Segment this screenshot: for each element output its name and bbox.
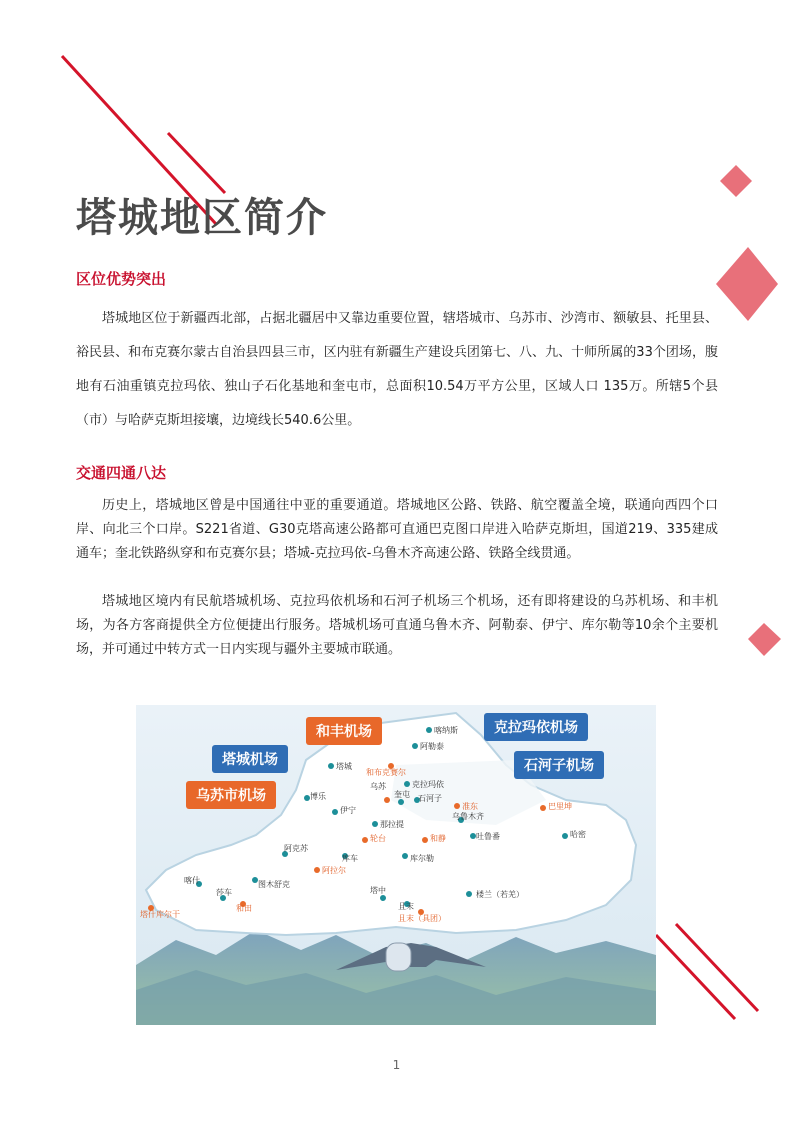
city-dot xyxy=(314,867,320,873)
airport-label-wusu: 乌苏市机场 xyxy=(186,781,276,809)
airport-label-shihezi: 石河子机场 xyxy=(514,751,604,779)
city-dot xyxy=(384,797,390,803)
airport-label-karamay: 克拉玛依机场 xyxy=(484,713,588,741)
city-name: 库车 xyxy=(342,854,358,863)
city-dot xyxy=(540,805,546,811)
city-name: 乌鲁木齐 xyxy=(452,812,484,821)
airport-label-tacheng: 塔城机场 xyxy=(212,745,288,773)
city-name: 准东 xyxy=(462,802,478,811)
decor-diamond-large xyxy=(716,247,778,321)
city-dot xyxy=(404,781,410,787)
city-name: 哈密 xyxy=(570,830,586,839)
city-name: 图木舒克 xyxy=(258,880,290,889)
city-name: 塔什库尔干 xyxy=(140,910,180,919)
decor-line-4 xyxy=(656,935,735,1019)
city-name: 喀纳斯 xyxy=(434,726,458,735)
page-number: 1 xyxy=(392,1058,401,1072)
city-name: 阿勒泰 xyxy=(420,742,444,751)
city-name: 塔城 xyxy=(336,762,352,771)
city-dot xyxy=(362,837,368,843)
city-name: 和田 xyxy=(236,904,252,913)
city-dot xyxy=(412,743,418,749)
city-name: 那拉提 xyxy=(380,820,404,829)
city-name: 且末 xyxy=(398,902,414,911)
city-name: 巴里坤 xyxy=(548,802,572,811)
xinjiang-airport-map xyxy=(136,705,656,1025)
city-name: 塔中 xyxy=(370,886,386,895)
city-name: 喀什 xyxy=(184,876,200,885)
city-name: 乌苏 xyxy=(370,782,386,791)
paragraph-location: 塔城地区位于新疆西北部，占据北疆居中又靠边重要位置，辖塔城市、乌苏市、沙湾市、额敏县、托里县、裕民县、和布克赛尔蒙古自治县四县三市，区内驻有新疆生产建设兵团第七、八、九、十师所属的33个团场，腹地有石油重镇克拉玛依、独山子石化基地和奎屯市，总面积10.54万平方公里，区域人口 135万。所辖5个县（市）与哈萨克斯坦接壤，边境线长540.6公里。 xyxy=(76,311,718,428)
decor-line-2 xyxy=(168,133,225,193)
city-name: 轮台 xyxy=(370,834,386,843)
city-dot xyxy=(562,833,568,839)
paragraph-transport-1: 历史上，塔城地区曾是中国通往中亚的重要通道。塔城地区公路、铁路、航空覆盖全境，联通向西四个口岸、向北三个口岸。S221省道、G30克塔高速公路都可直通巴克图口岸进入哈萨克斯坦，国道219、335建成通车；奎北铁路纵穿和布克赛尔县；塔城-克拉玛依-乌鲁木齐高速公路、铁路全线贯通。 xyxy=(76,498,718,561)
city-name: 库尔勒 xyxy=(410,854,434,863)
paragraph-transport-2: 塔城地区境内有民航塔城机场、克拉玛依机场和石河子机场三个机场，还有即将建设的乌苏机场、和丰机场，为各方客商提供全方位便捷出行服务。塔城机场可直通乌鲁木齐、阿勒泰、伊宁、库尔勒等10余个主要机场，并可通过中转方式一日内实现与疆外主要城市联通。 xyxy=(76,594,718,657)
city-name: 博乐 xyxy=(310,792,326,801)
airport-label-hefeng: 和丰机场 xyxy=(306,717,382,745)
decor-diamond-small xyxy=(720,165,752,197)
section-heading-transport: 交通四通八达 xyxy=(76,464,167,482)
city-dot xyxy=(426,727,432,733)
city-dot xyxy=(328,763,334,769)
city-dot xyxy=(466,891,472,897)
city-name: 阿克苏 xyxy=(284,844,308,853)
section-heading-location: 区位优势突出 xyxy=(76,270,167,288)
city-name: 且末（具团） xyxy=(398,914,446,923)
city-name: 吐鲁番 xyxy=(476,832,500,841)
city-name: 伊宁 xyxy=(340,806,356,815)
city-dot xyxy=(372,821,378,827)
city-dot xyxy=(402,853,408,859)
city-name: 奎屯 xyxy=(394,790,410,799)
city-name: 克拉玛依 xyxy=(412,780,444,789)
city-name: 阿拉尔 xyxy=(322,866,346,875)
city-name: 石河子 xyxy=(418,794,442,803)
city-dot xyxy=(454,803,460,809)
city-name: 和静 xyxy=(430,834,446,843)
city-dot xyxy=(422,837,428,843)
page-title: 塔城地区简介 xyxy=(76,195,328,241)
city-name: 楼兰（若羌） xyxy=(476,890,524,899)
decor-diamond-mid xyxy=(748,623,781,656)
city-name: 和布克赛尔 xyxy=(366,768,406,777)
city-name: 莎车 xyxy=(216,888,232,897)
city-dot xyxy=(332,809,338,815)
